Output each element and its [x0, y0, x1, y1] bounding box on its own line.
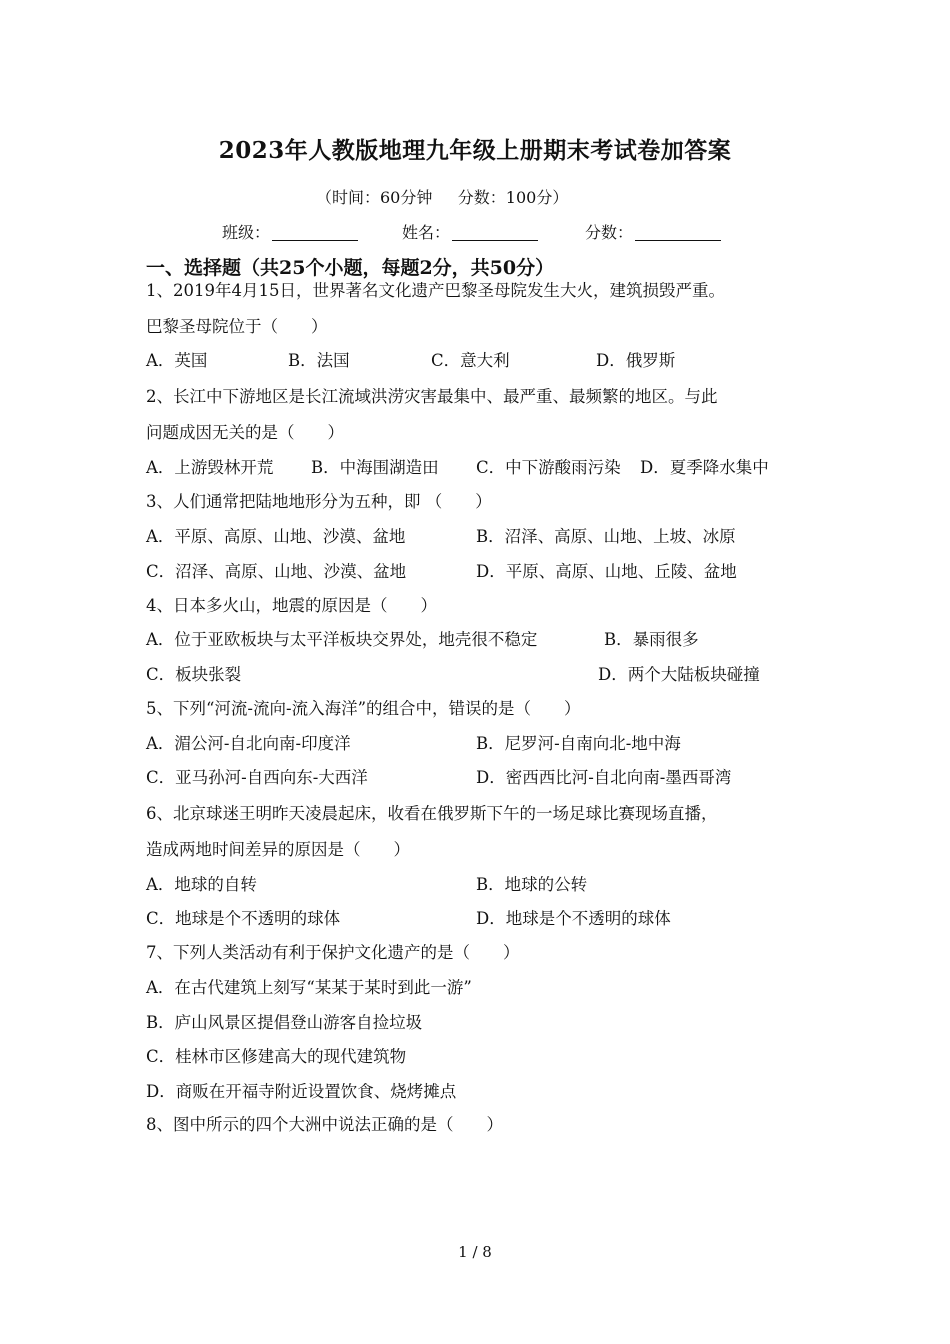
q5-option-c: C．亚马孙河-自西向东-大西洋 — [146, 768, 368, 787]
q1-option-b: B．法国 — [288, 351, 350, 370]
page-title: 2023年人教版地理九年级上册期末考试卷加答案 — [218, 137, 732, 164]
class-field — [222, 220, 358, 243]
q7-option-b: B．庐山风景区提倡登山游客自捡垃圾 — [146, 1013, 423, 1032]
q2-option-b: B．中海围湖造田 — [311, 458, 439, 477]
q2-stem-line2: 问题成因无关的是（ ） — [146, 423, 344, 442]
score-label: 分数： — [585, 223, 634, 242]
q6-option-c: C．地球是个不透明的球体 — [146, 909, 341, 928]
q5-stem-line1: 5、下列“河流-流向-流入海洋”的组合中，错误的是（ ） — [146, 699, 581, 718]
q7-option-c: C．桂林市区修建高大的现代建筑物 — [146, 1047, 407, 1066]
q6-stem-line2: 造成两地时间差异的原因是（ ） — [146, 840, 410, 859]
q7-stem-line1: 7、下列人类活动有利于保护文化遗产的是（ ） — [146, 943, 520, 962]
q6-option-b: B．地球的公转 — [476, 875, 588, 894]
q2-option-c: C．中下游酸雨污染 — [476, 458, 621, 477]
class-blank — [272, 224, 358, 241]
q1-stem-line1: 1、2019年4月15日，世界著名文化遗产巴黎圣母院发生大火，建筑损毁严重。 — [146, 281, 725, 300]
q3-option-c: C．沼泽、高原、山地、沙漠、盆地 — [146, 562, 407, 581]
name-blank — [452, 224, 538, 241]
q5-option-d: D．密西西比河-自北向南-墨西哥湾 — [476, 768, 732, 787]
name-field — [402, 220, 538, 243]
q4-option-d: D．两个大陆板块碰撞 — [598, 665, 760, 684]
page-number: 1 / 8 — [458, 1243, 492, 1261]
q4-option-c: C．板块张裂 — [146, 665, 242, 684]
q3-stem-line1: 3、人们通常把陆地地形分为五种，即 （ ） — [146, 492, 492, 511]
q2-stem-line1: 2、长江中下游地区是长江流域洪涝灾害最集中、最严重、最频繁的地区。与此 — [146, 387, 718, 406]
q1-stem-line2: 巴黎圣母院位于（ ） — [146, 317, 328, 336]
section-heading: 一、选择题（共25个小题，每题2分，共50分） — [146, 257, 555, 279]
score-field — [585, 220, 721, 243]
q1-option-d: D．俄罗斯 — [596, 351, 676, 370]
q6-option-d: D．地球是个不透明的球体 — [476, 909, 671, 928]
q7-option-a: A．在古代建筑上刻写“某某于某时到此一游” — [146, 978, 472, 997]
q6-option-a: A．地球的自转 — [146, 875, 257, 894]
q1-option-a: A．英国 — [146, 351, 208, 370]
score-blank — [635, 224, 721, 241]
class-label: 班级： — [222, 223, 271, 242]
q2-option-d: D．夏季降水集中 — [640, 458, 769, 477]
q8-stem-line1: 8、图中所示的四个大洲中说法正确的是（ ） — [146, 1115, 503, 1134]
name-label: 姓名： — [402, 223, 451, 242]
q5-option-a: A．湄公河-自北向南-印度洋 — [146, 734, 351, 753]
q5-option-b: B．尼罗河-自南向北-地中海 — [476, 734, 681, 753]
q4-option-a: A．位于亚欧板块与太平洋板块交界处，地壳很不稳定 — [146, 630, 538, 649]
q7-option-d: D．商贩在开福寺附近设置饮食、烧烤摊点 — [146, 1082, 457, 1101]
q2-option-a: A．上游毁林开荒 — [146, 458, 274, 477]
q6-stem-line1: 6、北京球迷王明昨天凌晨起床，收看在俄罗斯下午的一场足球比赛现场直播， — [146, 804, 718, 823]
q3-option-b: B．沼泽、高原、山地、上坡、冰原 — [476, 527, 736, 546]
exam-meta: （时间：60分钟 分数：100分） — [316, 188, 569, 207]
q3-option-d: D．平原、高原、山地、丘陵、盆地 — [476, 562, 737, 581]
q3-option-a: A．平原、高原、山地、沙漠、盆地 — [146, 527, 406, 546]
q4-option-b: B．暴雨很多 — [604, 630, 699, 649]
q1-option-c: C．意大利 — [431, 351, 510, 370]
q4-stem-line1: 4、日本多火山，地震的原因是（ ） — [146, 596, 437, 615]
